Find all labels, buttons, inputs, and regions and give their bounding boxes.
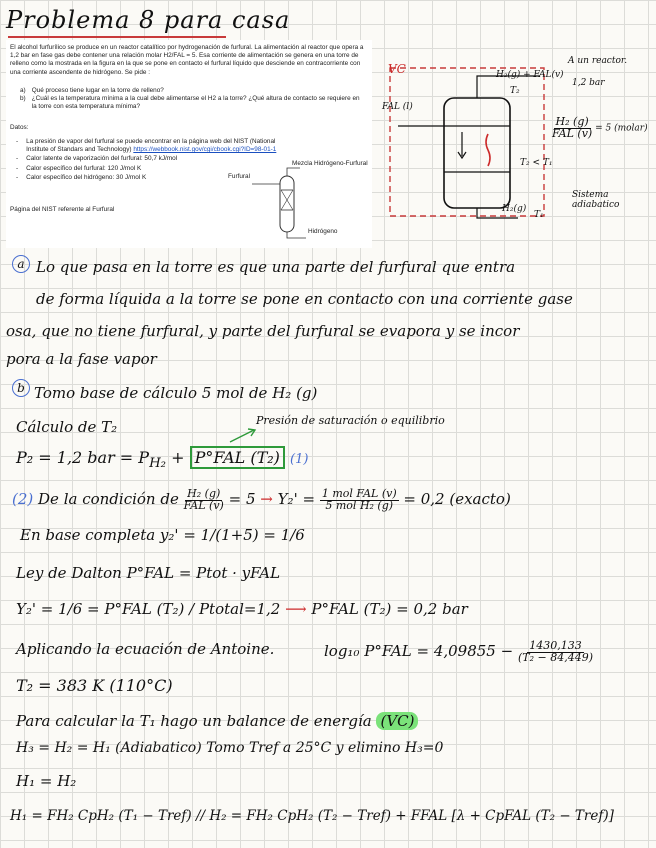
mark-2: (2)	[12, 490, 34, 508]
calc-t2-heading: Cálculo de T₂	[16, 418, 118, 436]
y2-lhs: Y₂' =	[277, 490, 316, 508]
sketch-to-reactor: A un reactor.	[568, 56, 628, 66]
part-a-text: de forma líquida a la torre se pone en contacto con una corriente gase	[36, 290, 573, 308]
data-item	[16, 138, 296, 154]
question-item	[20, 95, 360, 111]
vc-highlight: (VC)	[376, 712, 418, 730]
column-figure	[250, 166, 320, 242]
sketch-fal-in: FAL (l)	[382, 102, 413, 112]
antoine-text: Aplicando la ecuación de Antoine.	[16, 640, 275, 658]
sketch-pressure: 1,2 bar	[572, 78, 605, 88]
bullet: -	[16, 173, 19, 181]
y2-equation: Y₂' = 1/6 = P°FAL (T₂) / Ptotal=1,2	[16, 600, 281, 618]
arrow-icon: →	[260, 490, 273, 508]
arrow-icon	[228, 426, 258, 446]
sketch-t2: T₂	[510, 86, 520, 96]
dalton-law: Ley de Dalton P°FAL = Ptot · yFAL	[16, 564, 281, 582]
y2-numerator: 1 mol FAL (v)	[321, 487, 397, 500]
bullet: -	[16, 155, 19, 163]
ratio-numerator: H₂ (g)	[555, 115, 589, 128]
t2-result: T₂ = 383 K (110°C)	[16, 676, 173, 695]
p2-boxed-term: P°FAL (T₂)	[190, 446, 285, 469]
bullet: -	[16, 138, 19, 145]
part-a-text: pora a la fase vapor	[6, 350, 157, 368]
title-underline	[8, 36, 226, 38]
figure-label-mezcla: Mezcla Hidrógeno-Furfural	[292, 160, 368, 167]
part-a-marker: a	[12, 255, 30, 273]
bullet: -	[16, 164, 19, 172]
antoine-denominator: (T₂ − 84,449)	[517, 651, 593, 664]
datos-label: Datos:	[10, 124, 29, 131]
question-text: ¿Cuál es la temperatura mínima a la cual debe alimentarse el H2 a la torre? ¿Qué altura de contacto se requiere en la torre con esta temperatura mínima?	[31, 95, 360, 111]
problem-statement: El alcohol furfurílico se produce en un reactor catalítico por hydrogenación de furfural. La alimentación al reactor que opera a 1,2 bar en fase gas debe contener una relación molar H2/FAL = 5. Esa corriente de alimentación se genera en una torre de relleno como la mostrada en la figura en la que se pone en contacto el furfural líquido que desciende en contracorriente con una corriente ascendente de hidrógeno. Se pide :	[10, 44, 364, 76]
h1-h2: H₁ = H₂	[16, 772, 77, 790]
condition-text: De la condición de	[38, 490, 179, 508]
question-list	[20, 87, 360, 112]
y2-value: = 0,2 (exacto)	[403, 490, 511, 508]
cond-denominator: FAL (v)	[183, 499, 224, 512]
antoine-equation: log₁₀ P°FAL = 4,09855 −	[324, 642, 514, 660]
p2-h2: H₂	[149, 456, 167, 472]
data-item	[16, 155, 296, 163]
balance-text: Para calcular la T₁ hago un balance de energía	[16, 712, 372, 730]
pressure-result: P°FAL (T₂) = 0,2 bar	[311, 600, 468, 618]
mark-1: (1)	[290, 452, 309, 467]
part-a-text: Lo que pasa en la torre es que una parte del furfural que entra	[36, 258, 516, 276]
data-text: Calor específico del hidrógeno: 30 J/mol K	[26, 173, 147, 181]
cond-numerator: H₂ (g)	[187, 487, 221, 500]
sketch-t1: T₁	[534, 210, 544, 220]
saturation-note: Presión de saturación o equilibrio	[256, 414, 445, 427]
figure-label-hidrogeno: Hidrógeno	[308, 228, 338, 235]
nist-caption: Página del NIST referente al Furfural	[10, 206, 115, 213]
p2-lhs: P₂ = 1,2 bar = P	[16, 448, 150, 467]
figure-label-furfural: Furfural	[228, 173, 251, 180]
antoine-numerator: 1430,133	[529, 639, 582, 652]
cond-equal: = 5	[228, 490, 256, 508]
ratio-value: = 5 (molar)	[595, 123, 648, 134]
y2-denominator: 5 mol H₂ (g)	[325, 499, 394, 512]
page-title: Problema 8 para casa	[6, 6, 291, 34]
question-marker: a)	[20, 87, 26, 94]
sketch-top-stream: H₂(g) + FAL(v)	[496, 70, 564, 80]
data-text: Calor latente de vaporización del furfural: 50,7 kJ/mol	[26, 155, 178, 163]
part-b-marker: b	[12, 379, 30, 397]
question-item	[20, 87, 360, 95]
sketch-h2-in: H₂(g)	[502, 204, 527, 214]
arrow-icon: ⟶	[285, 600, 307, 618]
part-a-text: osa, que no tiene furfural, y parte del furfural se evapora y se incor	[6, 322, 520, 340]
part-b-text: Tomo base de cálculo 5 mol de H₂ (g)	[34, 384, 318, 402]
enthalpy-relation: H₃ = H₂ = H₁ (Adiabatico) Tomo Tref a 25°C y elimino H₃=0	[16, 740, 444, 756]
data-text: Calor específico del furfural: 120 J/mol K	[26, 164, 142, 172]
sketch-adiabatic: Sistema adiabatico	[572, 190, 620, 210]
final-equation: H₁ = FH₂ CpH₂ (T₁ − Tref) // H₂ = FH₂ CpH₂ (T₂ − Tref) + FFAL [λ + CpFAL (T₂ − Tref)]	[10, 808, 614, 824]
question-text: Qué proceso tiene lugar en la torre de relleno?	[31, 87, 164, 94]
p2-plus: +	[166, 448, 190, 467]
sketch-t-relation: T₂ < T₁	[520, 158, 553, 168]
problem-statement-panel	[6, 40, 372, 248]
question-marker: b)	[20, 95, 26, 103]
ratio-denominator: FAL (v)	[552, 127, 593, 140]
nist-link[interactable]: https://webbook.nist.gov/cgi/cbook.cgi?ID=98-01-1	[133, 146, 277, 154]
sketch-vc-label: VC	[388, 62, 406, 76]
data-text: La presión de vapor del furfural se puede encontrar en la página web del NIST (National Institute of Standars and Technology)	[26, 138, 276, 154]
base-completa: En base completa y₂' = 1/(1+5) = 1/6	[20, 526, 305, 544]
